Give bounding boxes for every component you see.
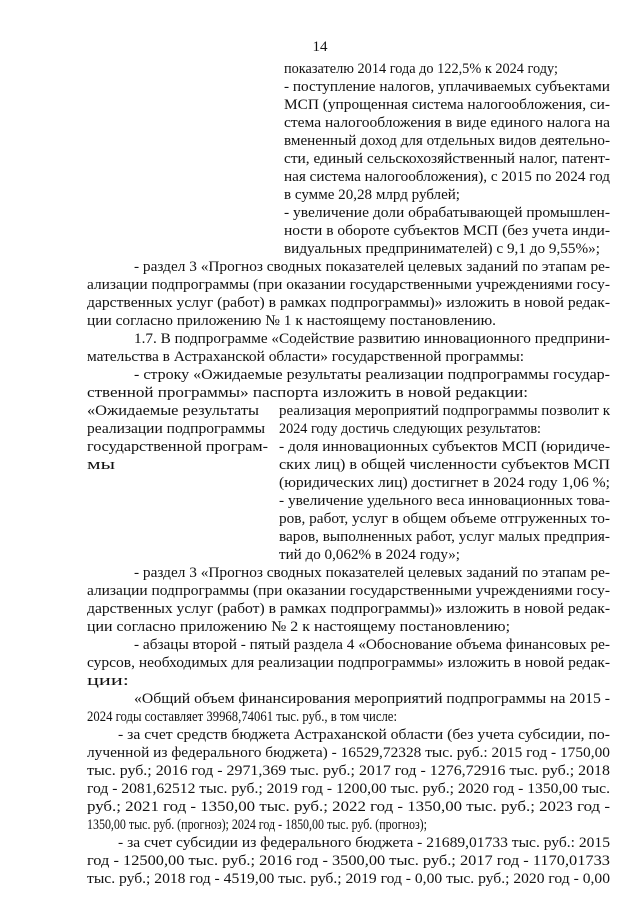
text-line: 1.7. В подпрограмме «Содействие развитию инновационного предприни- bbox=[134, 331, 610, 348]
text-line: - за счет субсидии из федерального бюджета - 21689,01733 тыс. руб.: 2015 bbox=[118, 835, 610, 852]
text-line: мы bbox=[87, 457, 116, 474]
text-line: - абзацы второй - пятый раздела 4 «Обоснование объема финансовых ре- bbox=[134, 637, 610, 654]
text-line: реализация мероприятий подпрограммы позволит к bbox=[279, 403, 610, 420]
text-line: ная система налогообложения), с 2015 по 2024 год bbox=[284, 169, 610, 186]
text-line: - увеличение удельного веса инновационных това- bbox=[279, 493, 610, 510]
text-line: видуальных предпринимателей) с 9,1 до 9,55%»; bbox=[284, 241, 601, 258]
text-line: ности в обороте субъектов МСП (без учета инди- bbox=[284, 223, 610, 240]
text-line: дарственных услуг (работ) в рамках подпрограммы)» изложить в новой редак- bbox=[87, 601, 611, 618]
text-line: государственной програм- bbox=[87, 439, 269, 456]
text-line: - раздел 3 «Прогноз сводных показателей целевых заданий по этапам ре- bbox=[134, 565, 611, 582]
text-line: - доля инновационных субъектов МСП (юридиче- bbox=[279, 439, 611, 456]
text-line: тыс. руб.; 2018 год - 4519,00 тыс. руб.; 2019 год - 0,00 тыс. руб.; 2020 год - 0,00 bbox=[87, 871, 611, 888]
text-line: ственной программы» паспорта изложить в новой редакции: bbox=[87, 385, 528, 402]
text-line: ции согласно приложению № 2 к настоящему постановлению; bbox=[87, 619, 511, 636]
text-line: (юридических лиц) достигнет в 2024 году 1,06 %; bbox=[279, 475, 610, 492]
text-line: тий до 0,062% в 2024 году»; bbox=[279, 547, 461, 564]
text-line: МСП (упрощенная система налогообложения, си- bbox=[284, 97, 611, 114]
text-line: мательства в Астраханской области» государственной программы: bbox=[87, 349, 524, 366]
text-line: 2024 годы составляет 39968,74061 тыс. руб., в том числе: bbox=[87, 709, 397, 726]
text-line: дарственных услуг (работ) в рамках подпрограммы)» изложить в новой редак- bbox=[87, 295, 611, 312]
text-line: сти, единый сельскохозяйственный налог, патент- bbox=[284, 151, 611, 168]
text-line: показателю 2014 года до 122,5% к 2024 году; bbox=[284, 61, 558, 78]
text-line: вмененный доход для отдельных видов деятельно- bbox=[284, 133, 611, 150]
text-line: год - 12500,00 тыс. руб.; 2016 год - 3500,00 тыс. руб.; 2017 год - 1170,01733 bbox=[87, 853, 610, 870]
page-number: 14 bbox=[312, 39, 328, 55]
text-line: - строку «Ожидаемые результаты реализации подпрограммы государ- bbox=[134, 367, 611, 384]
text-line: 2024 году достичь следующих результатов: bbox=[279, 421, 541, 438]
text-line: сурсов, необходимых для реализации подпрограммы» изложить в новой редак- bbox=[87, 655, 611, 672]
text-line: лученной из федерального бюджета) - 16529,72328 тыс. руб.: 2015 год - 1750,00 bbox=[87, 745, 610, 762]
text-line: 1350,00 тыс. руб. (прогноз); 2024 год - 1850,00 тыс. руб. (прогноз); bbox=[87, 817, 427, 834]
text-line: ских лиц) в общей численности субъектов МСП bbox=[279, 457, 611, 474]
text-line: стема налогообложения в виде единого налога на bbox=[284, 115, 610, 132]
text-line: - увеличение доли обрабатывающей промышлен- bbox=[284, 205, 610, 222]
text-line: ров, работ, услуг в общем объеме отгруженных то- bbox=[279, 511, 610, 528]
text-line: ции: bbox=[87, 673, 130, 690]
text-line: «Общий объем финансирования мероприятий подпрограммы на 2015 - bbox=[134, 691, 611, 708]
text-line: - раздел 3 «Прогноз сводных показателей целевых заданий по этапам ре- bbox=[134, 259, 611, 276]
text-line: год - 2081,62512 тыс. руб.; 2019 год - 1200,00 тыс. руб.; 2020 год - 1350,00 тыс. bbox=[87, 781, 610, 798]
text-line: реализации подпрограммы bbox=[87, 421, 266, 438]
text-line: «Ожидаемые результаты bbox=[87, 403, 260, 420]
text-line: ции согласно приложению № 1 к настоящему постановлению. bbox=[87, 313, 497, 330]
text-line: - за счет средств бюджета Астраханской области (без учета субсидии, по- bbox=[118, 727, 611, 744]
text-line: - поступление налогов, уплачиваемых субъектами bbox=[284, 79, 610, 96]
text-line: ализации подпрограммы (при оказании государственными учреждениями госу- bbox=[87, 277, 610, 294]
text-line: руб.; 2021 год - 1350,00 тыс. руб.; 2022 год - 1350,00 тыс. руб.; 2023 год - bbox=[87, 799, 610, 816]
text-line: ализации подпрограммы (при оказании государственными учреждениями госу- bbox=[87, 583, 610, 600]
text-line: в сумме 20,28 млрд рублей; bbox=[284, 187, 461, 204]
text-line: варов, выполненных работ, услуг малых предприя- bbox=[279, 529, 610, 546]
text-line: тыс. руб.; 2016 год - 2971,369 тыс. руб.; 2017 год - 1276,72916 тыс. руб.; 2018 bbox=[87, 763, 611, 780]
